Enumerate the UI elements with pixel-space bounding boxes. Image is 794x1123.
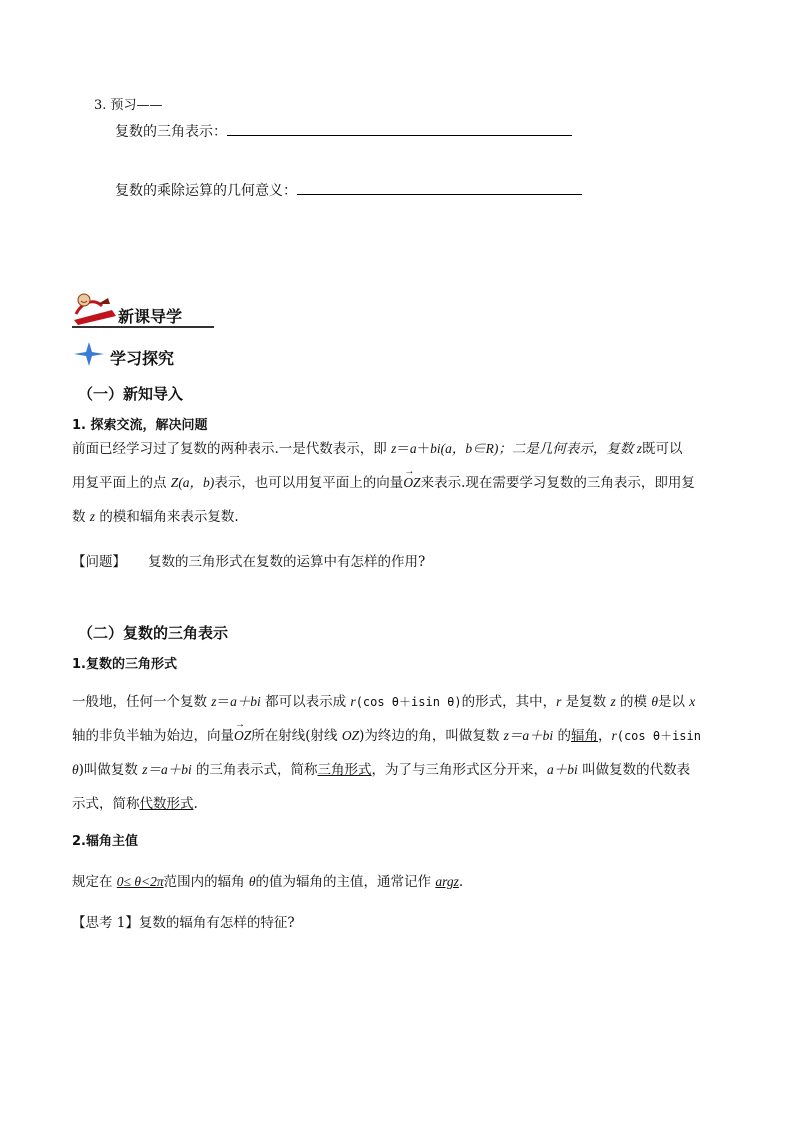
- arg-notation: argz: [435, 874, 459, 889]
- expr-a-bi: a＋bi: [230, 694, 261, 709]
- var-a: a: [409, 441, 417, 456]
- text: 前面已经学习过了复数的两种表示.一是代数表示，即: [72, 441, 392, 457]
- var-Z: Z: [170, 475, 179, 490]
- think-line: [72, 911, 295, 931]
- text: 来表示.现在需要学习复数的三角表示，即用复: [420, 475, 695, 491]
- text: ，: [597, 728, 612, 744]
- expr-a-bi: a＋bi: [547, 762, 578, 777]
- term-argument: 辐角: [570, 728, 598, 744]
- preview-item-geom: [115, 180, 582, 200]
- preview-item-trig-label: 复数的三角表示：: [115, 124, 227, 140]
- text: ＝: [216, 694, 231, 710]
- text: 轴的非负半轴为始边，向量: [72, 728, 234, 744]
- text: 的: [553, 728, 571, 744]
- text: ，为了与三角形式区分开来，: [371, 762, 548, 778]
- question-text: 复数的三角形式在复数的运算中有怎样的作用?: [148, 554, 426, 570]
- var-r: r: [556, 694, 562, 709]
- sub-title: 学习探究: [110, 349, 175, 368]
- section-header: [72, 292, 214, 332]
- var-z: z: [636, 441, 643, 456]
- text: )为终边的角，叫做复数: [359, 728, 504, 744]
- part2-heading-2: 2.辐角主值: [72, 834, 138, 849]
- preview-heading: 3. 预习——: [94, 98, 163, 113]
- text: 是以: [657, 694, 690, 710]
- var-z: z: [89, 509, 96, 524]
- question-line: [72, 550, 425, 570]
- var-r: r: [350, 694, 356, 709]
- pen-logo-icon: [72, 292, 118, 326]
- var-theta: θ: [248, 874, 256, 889]
- trig-expr: (cos θ＋isin θ): [355, 695, 462, 709]
- question-tag: 【问题】: [72, 554, 126, 570]
- var-z: z: [391, 441, 397, 456]
- var-r: r: [611, 728, 617, 743]
- text: 的三角表示式，简称: [191, 762, 318, 778]
- part2-title: （二）复数的三角表示: [78, 624, 229, 642]
- principal-value-line: [72, 870, 463, 890]
- range-expr: 0≤ θ<2π: [116, 874, 164, 889]
- preview-item-geom-label: 复数的乘除运算的几何意义：: [115, 183, 297, 199]
- part1-heading: 1. 探索交流，解决问题: [72, 418, 208, 433]
- text: .: [193, 796, 198, 812]
- text: 数: [72, 509, 90, 525]
- text: 一般地，任何一个复数: [72, 694, 212, 710]
- text: )叫做复数: [78, 762, 143, 778]
- part2-heading-1: 1.复数的三角形式: [72, 657, 177, 672]
- fill-blank-trig[interactable]: [227, 123, 572, 136]
- star-sparkle-icon: [74, 342, 104, 366]
- text: 规定在: [72, 874, 117, 890]
- var-theta: θ: [72, 762, 79, 777]
- text: ＋: [416, 441, 431, 457]
- expr-z-a-bi: z＝a＋bi: [142, 762, 192, 777]
- part1-paragraph: [72, 432, 724, 534]
- trig-expr: (cos θ＋isin: [616, 729, 701, 743]
- text: 所在射线(射线: [251, 728, 342, 744]
- section-title: 新课导学: [118, 307, 183, 326]
- part1-title: （一）新知导入: [78, 385, 184, 403]
- text: 用复平面上的点: [72, 475, 171, 491]
- text: 表示，也可以用复平面上的向量: [214, 475, 404, 491]
- vector-OZ: → OZ: [234, 719, 251, 753]
- ray-OZ: OZ: [341, 728, 360, 743]
- think-text: 复数的辐角有怎样的特征?: [138, 915, 295, 931]
- text: 示式，简称: [72, 796, 140, 812]
- text: 的值为辐角的主值，通常记作: [255, 874, 436, 890]
- var-x: x: [689, 694, 696, 709]
- fill-blank-geom[interactable]: [297, 182, 582, 195]
- text: (a，b): [178, 475, 215, 490]
- part2-paragraph: [72, 685, 724, 821]
- text: ＝: [396, 441, 410, 457]
- text: (a，b∈R)；二是几何表示，复数: [440, 441, 637, 456]
- text: 的模和辐角来表示复数.: [95, 509, 239, 525]
- text: 都可以表示成: [260, 694, 351, 710]
- vector-OZ: → OZ: [403, 466, 420, 500]
- text: .: [458, 874, 464, 890]
- preview-item-trig: [115, 121, 572, 141]
- text: 既可以: [642, 441, 683, 457]
- text: 是复数: [561, 694, 611, 710]
- term-trig-form: 三角形式: [317, 762, 372, 778]
- var-theta: θ: [651, 694, 658, 709]
- text: 的形式，其中，: [461, 694, 557, 710]
- term-algebraic-form: 代数形式: [139, 796, 194, 812]
- var-z: z: [211, 694, 217, 709]
- text: 范围内的辐角: [163, 874, 249, 890]
- text: 叫做复数的代数表: [577, 762, 691, 778]
- var-bi: bi: [430, 441, 441, 456]
- text: 的模: [615, 694, 652, 710]
- var-z: z: [610, 694, 616, 709]
- section-underline: [72, 326, 214, 328]
- expr-z-a-bi: z＝a＋bi: [503, 728, 554, 743]
- think-tag: 【思考 1】: [72, 915, 139, 931]
